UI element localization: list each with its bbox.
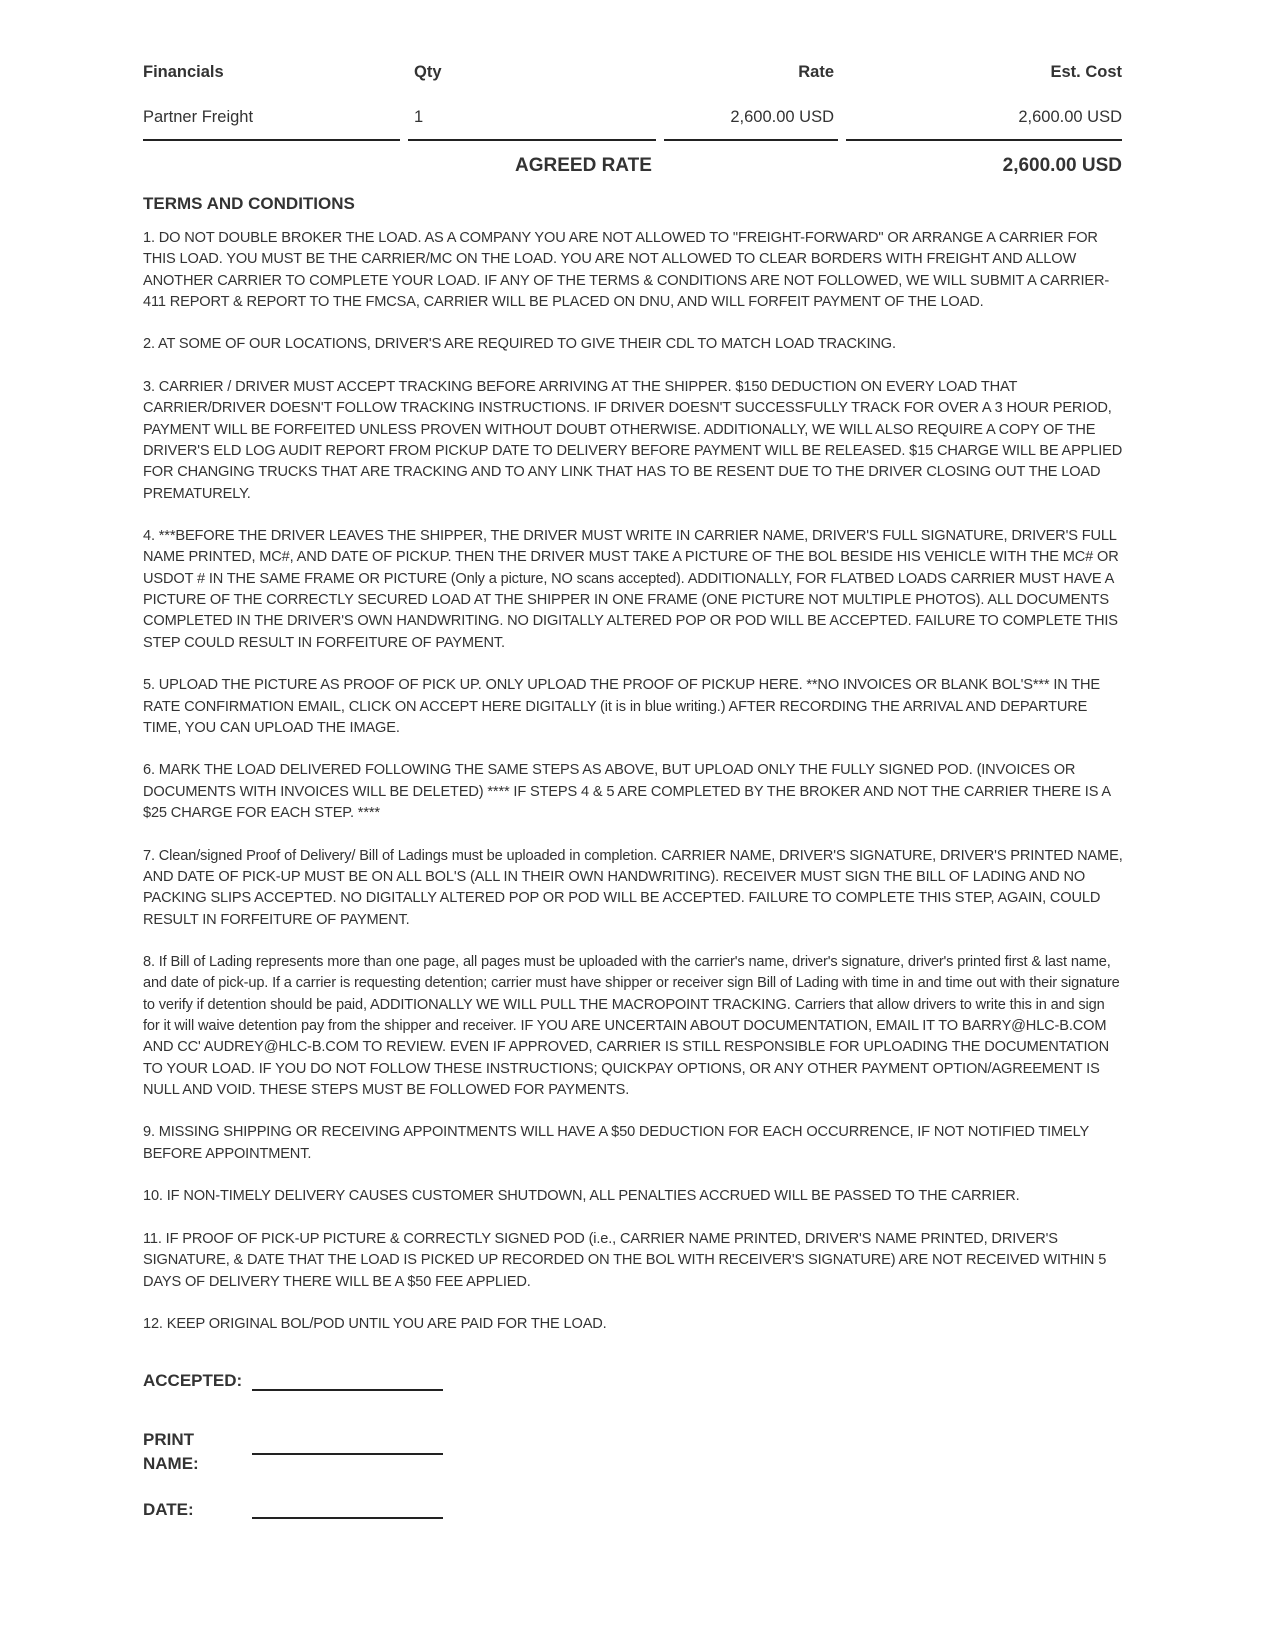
term-item: 7. Clean/signed Proof of Delivery/ Bill of Ladings must be uploaded in completion. CARRIER NAME, DRIVER'S SIGNATURE, DRIVER'S PRINTED NAME, AND DATE OF PICK-UP MUST BE ON ALL BOL'S (ALL IN THEIR OWN HANDWRITING). RECEIVER MUST SIGN THE BILL OF LADING AND NO PACKING SLIPS ACCEPTED. NO DIGITALLY ALTERED POP OR POD WILL BE ACCEPTED. FAILURE TO COMPLETE THIS STEP, AGAIN, COULD RESULT IN FORFEITURE OF PAYMENT. [143,847,1123,928]
term-item: 5. UPLOAD THE PICTURE AS PROOF OF PICK UP. ONLY UPLOAD THE PROOF OF PICKUP HERE. **NO INVOICES OR BLANK BOL'S*** IN THE RATE CONFIRMATION EMAIL, CLICK ON ACCEPT HERE DIGITALLY (it is in blue writing.) AFTER RECORDING THE ARRIVAL AND DEPARTURE TIME, YOU CAN UPLOAD THE IMAGE. [143,677,1101,736]
term-item: 8. If Bill of Lading represents more than one page, all pages must be uploaded with the carrier's name, driver's signature, driver's printed first & last name, and date of pick-up. If a carrier is requesting detention; carrier must have shipper or receiver sign Bill of Lading with time in and time out with their signature to verify if detention should be paid, ADDITIONALLY WE WILL PULL THE MACROPOINT TRACKING. Carriers that allow drivers to write this in and sign for it will waive detention pay from the shipper and receiver. IF YOU ARE UNCERTAIN ABOUT DOCUMENTATION, EMAIL IT TO BARRY@HLC-B.COM AND CC' AUDREY@HLC-B.COM TO REVIEW. EVEN IF APPROVED, CARRIER IS STILL RESPONSIBLE FOR UPLOADING THE DOCUMENTATION TO YOUR LOAD. IF YOU DO NOT FOLLOW THESE INSTRUCTIONS; QUICKPAY OPTIONS, OR ANY OTHER PAYMENT OPTION/AGREEMENT IS NULL AND VOID. THESE STEPS MUST BE FOLLOWED FOR PAYMENTS. [143,954,1120,1098]
agreed-rate-value: 2,600.00 USD [1002,155,1122,176]
financials-header-row [143,63,1122,83]
print-label: PRINT [143,1430,194,1449]
print-name-label [143,1428,199,1476]
terms-title: TERMS AND CONDITIONS [143,194,355,213]
name-label: NAME: [143,1454,199,1473]
terms-list [143,228,1125,1357]
agreed-rate-row [143,155,1122,179]
date-line[interactable] [252,1517,443,1519]
header-est-cost: Est. Cost [1050,63,1122,81]
term-item: 12. KEEP ORIGINAL BOL/POD UNTIL YOU ARE PAID FOR THE LOAD. [143,1316,607,1333]
term-item: 11. IF PROOF OF PICK-UP PICTURE & CORRECTLY SIGNED POD (i.e., CARRIER NAME PRINTED, DRIVER'S NAME PRINTED, DRIVER'S SIGNATURE, & DATE THAT THE LOAD IS PICKED UP RECORDED ON THE BOL WITH RECEIVER'S SIGNATURE) ARE NOT RECEIVED WITHIN 5 DAYS OF DELIVERY THERE WILL BE A $50 FEE APPLIED. [143,1230,1107,1290]
row-item: Partner Freight [143,108,254,126]
financials-divider [143,139,1122,141]
term-item: 1. DO NOT DOUBLE BROKER THE LOAD. AS A COMPANY YOU ARE NOT ALLOWED TO "FREIGHT-FORWARD" OR ARRANGE A CARRIER FOR THIS LOAD. YOU MUST BE THE CARRIER/MC ON THE LOAD. YOU ARE NOT ALLOWED TO CLEAR BORDERS WITH FREIGHT AND ALLOW ANOTHER CARRIER TO COMPLETE YOUR LOAD. IF ANY OF THE TERMS & CONDITIONS ARE NOT FOLLOWED, WE WILL SUBMIT A CARRIER-411 REPORT & REPORT TO THE FMCSA, CARRIER WILL BE PLACED ON DNU, AND WILL FORFEIT PAYMENT OF THE LOAD. [143,230,1110,310]
term-item: 4. ***BEFORE THE DRIVER LEAVES THE SHIPPER, THE DRIVER MUST WRITE IN CARRIER NAME, DRIVER'S FULL SIGNATURE, DRIVER'S FULL NAME PRINTED, MC#, AND DATE OF PICKUP. THEN THE DRIVER MUST TAKE A PICTURE OF THE BOL BESIDE HIS VEHICLE WITH THE MC# OR USDOT # IN THE SAME FRAME OR PICTURE (Only a picture, NO scans accepted). ADDITIONALLY, FOR FLATBED LOADS CARRIER MUST HAVE A PICTURE OF THE CORRECTLY SECURED LOAD AT THE SHIPPER IN ONE FRAME (ONE PICTURE NOT MULTIPLE PHOTOS). ALL DOCUMENTS COMPLETED IN THE DRIVER'S OWN HANDWRITING. NO DIGITALLY ALTERED POP OR POD WILL BE ACCEPTED. FAILURE TO COMPLETE THIS STEP COULD RESULT IN FORFEITURE OF PAYMENT. [143,528,1119,651]
accepted-signature-line[interactable] [252,1389,443,1391]
financials-row [143,108,1122,128]
print-name-line[interactable] [252,1453,443,1455]
row-rate: 2,600.00 USD [730,108,834,126]
term-item: 9. MISSING SHIPPING OR RECEIVING APPOINTMENTS WILL HAVE A $50 DEDUCTION FOR EACH OCCURRENCE, IF NOT NOTIFIED TIMELY BEFORE APPOINTMENT. [143,1124,1089,1162]
header-financials: Financials [143,63,224,81]
term-item: 6. MARK THE LOAD DELIVERED FOLLOWING THE SAME STEPS AS ABOVE, BUT UPLOAD ONLY THE FULLY SIGNED POD. (INVOICES OR DOCUMENTS WITH INVOICES WILL BE DELETED) **** IF STEPS 4 & 5 ARE COMPLETED BY THE BROKER AND NOT THE CARRIER THERE IS A $25 CHARGE FOR EACH STEP. **** [143,762,1111,822]
term-item: 2. AT SOME OF OUR LOCATIONS, DRIVER'S ARE REQUIRED TO GIVE THEIR CDL TO MATCH LOAD TRACKING. [143,336,896,353]
term-item: 3. CARRIER / DRIVER MUST ACCEPT TRACKING BEFORE ARRIVING AT THE SHIPPER. $150 DEDUCTION ON EVERY LOAD THAT CARRIER/DRIVER DOESN'T FOLLOW TRACKING INSTRUCTIONS. IF DRIVER DOESN'T SUCCESSFULLY TRACK FOR OVER A 3 HOUR PERIOD, PAYMENT WILL BE FORFEITED UNLESS PROVEN WITHOUT DOUBT OTHERWISE. ADDITIONALLY, WE WILL ALSO REQUIRE A COPY OF THE DRIVER'S ELD LOG AUDIT REPORT FROM PICKUP DATE TO DELIVERY BEFORE PAYMENT WILL BE RELEASED. $15 CHARGE WILL BE APPLIED FOR CHANGING TRUCKS THAT ARE TRACKING AND TO ANY LINK THAT HAS TO BE RESENT DUE TO THE DRIVER CLOSING OUT THE LOAD PREMATURELY. [143,379,1123,502]
accepted-label: ACCEPTED: [143,1371,243,1390]
header-rate: Rate [798,63,834,81]
row-cost: 2,600.00 USD [1018,108,1122,126]
term-item: 10. IF NON-TIMELY DELIVERY CAUSES CUSTOMER SHUTDOWN, ALL PENALTIES ACCRUED WILL BE PASSED TO THE CARRIER. [143,1188,1020,1205]
agreed-rate-label: AGREED RATE [515,155,652,176]
row-qty: 1 [414,108,424,126]
date-label: DATE: [143,1500,194,1519]
header-qty: Qty [414,63,442,81]
